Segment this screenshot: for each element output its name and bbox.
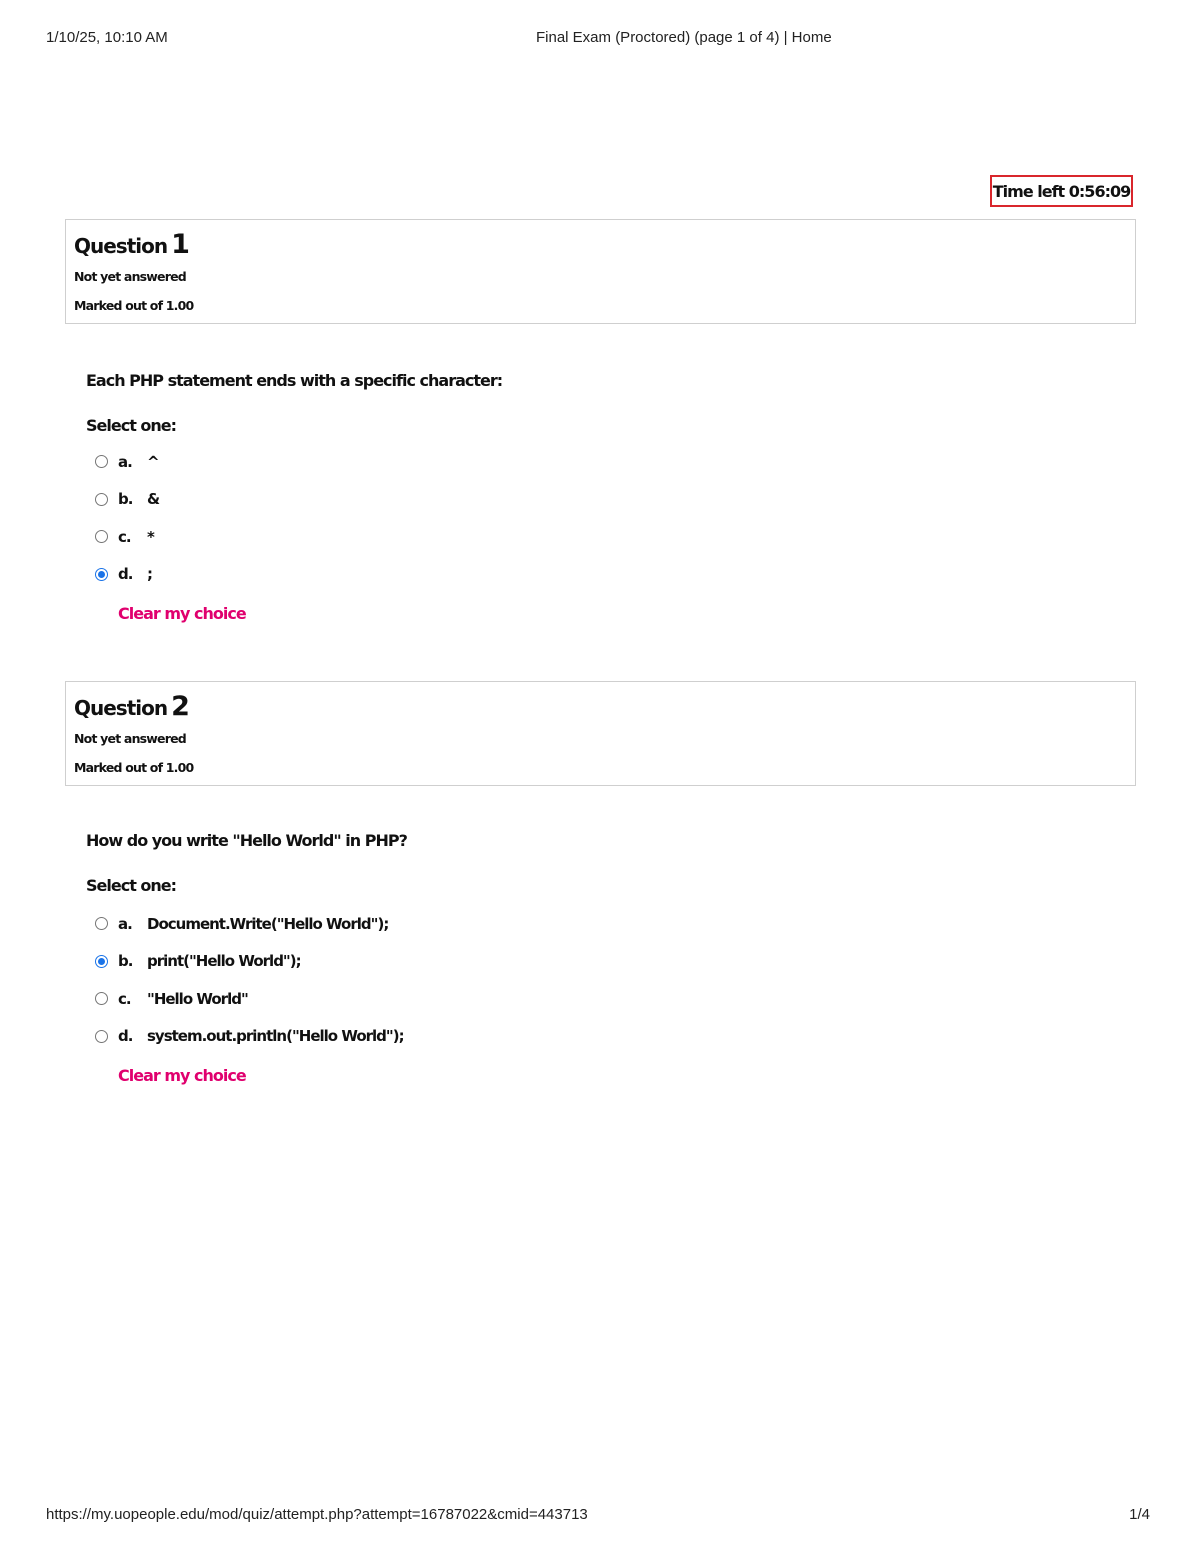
print-footer xyxy=(46,1506,1150,1526)
question-2-title: Question 2 xyxy=(74,691,189,722)
question-1-title: Question 1 xyxy=(74,229,189,260)
question-2-select-label: Select one: xyxy=(86,876,177,895)
question-2-grade: Marked out of 1.00 xyxy=(74,760,194,775)
option-text: ; xyxy=(147,565,152,584)
question-1-option-d[interactable]: d. ; xyxy=(95,556,159,594)
question-2-answers xyxy=(95,905,404,1055)
print-page-count: 1/4 xyxy=(1129,1506,1150,1523)
question-2-option-d[interactable]: d. system.out.println("Hello World"); xyxy=(95,1018,404,1056)
question-2-text: How do you write "Hello World" in PHP? xyxy=(86,831,407,850)
option-text: & xyxy=(147,490,160,509)
question-1-select-label: Select one: xyxy=(86,416,177,435)
question-1-status: Not yet answered xyxy=(74,269,186,284)
radio-button-selected[interactable] xyxy=(95,955,108,968)
question-1-info xyxy=(65,219,1136,324)
question-2-number: 2 xyxy=(171,691,189,722)
radio-button[interactable] xyxy=(95,530,108,543)
print-datetime: 1/10/25, 10:10 AM xyxy=(46,29,168,46)
option-text: Document.Write("Hello World"); xyxy=(147,914,389,933)
print-url: https://my.uopeople.edu/mod/quiz/attempt.php?attempt=16787022&cmid=443713 xyxy=(46,1506,588,1523)
question-2-option-a[interactable]: a. Document.Write("Hello World"); xyxy=(95,905,404,943)
question-1-grade: Marked out of 1.00 xyxy=(74,298,194,313)
question-1-option-a[interactable]: a. ^ xyxy=(95,443,159,481)
question-1-number: 1 xyxy=(171,229,189,260)
question-1-option-b[interactable]: b. & xyxy=(95,481,159,519)
question-2-option-c[interactable]: c. "Hello World" xyxy=(95,980,404,1018)
print-header xyxy=(46,29,1150,49)
question-1-text: Each PHP statement ends with a specific character: xyxy=(86,371,503,390)
option-text: system.out.println("Hello World"); xyxy=(147,1027,404,1046)
question-2-status: Not yet answered xyxy=(74,731,186,746)
timer-label: Time left 0:56:09 xyxy=(992,181,1131,201)
option-text: "Hello World" xyxy=(147,989,248,1008)
radio-button[interactable] xyxy=(95,493,108,506)
radio-button[interactable] xyxy=(95,455,108,468)
question-1-option-c[interactable]: c. * xyxy=(95,518,159,556)
question-1-answers xyxy=(95,443,159,593)
quiz-timer xyxy=(990,175,1133,207)
question-2-info xyxy=(65,681,1136,786)
question-2-option-b[interactable]: b. print("Hello World"); xyxy=(95,943,404,981)
radio-button[interactable] xyxy=(95,917,108,930)
question-1-clear-choice-link[interactable]: Clear my choice xyxy=(118,604,246,623)
print-page-title: Final Exam (Proctored) (page 1 of 4) | Home xyxy=(536,29,832,46)
option-text: ^ xyxy=(147,452,159,471)
option-text: * xyxy=(147,527,154,546)
question-2-clear-choice-link[interactable]: Clear my choice xyxy=(118,1066,246,1085)
option-text: print("Hello World"); xyxy=(147,952,301,971)
radio-button-selected[interactable] xyxy=(95,568,108,581)
radio-button[interactable] xyxy=(95,992,108,1005)
radio-button[interactable] xyxy=(95,1030,108,1043)
